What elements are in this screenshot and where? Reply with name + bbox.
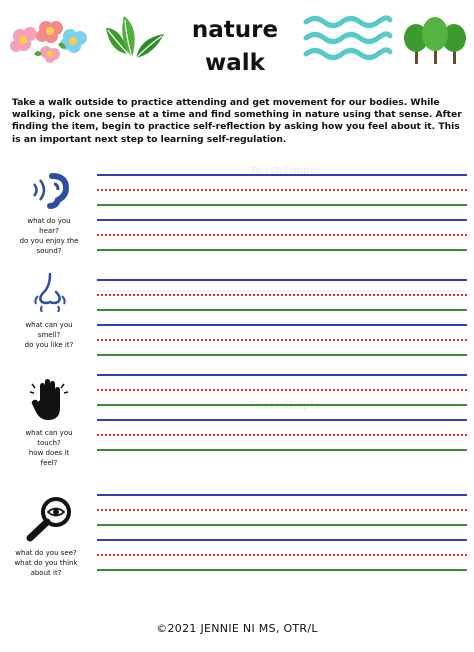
prompt-text: what do you see? (15, 549, 77, 557)
watermark: TeachSimple (250, 165, 321, 176)
writing-line-dotted[interactable] (97, 554, 467, 556)
prompt-text: what can you (25, 429, 73, 437)
writing-line-top[interactable] (97, 324, 467, 326)
writing-line-dotted[interactable] (97, 234, 467, 236)
writing-line-baseline[interactable] (97, 524, 467, 526)
writing-line-dotted[interactable] (97, 509, 467, 511)
prompt-text: sound? (36, 247, 62, 255)
flowers-icon (6, 14, 92, 64)
prompt-text: do you like it? (24, 341, 74, 349)
writing-line-top[interactable] (97, 419, 467, 421)
writing-line-dotted[interactable] (97, 389, 467, 391)
writing-line-baseline[interactable] (97, 309, 467, 311)
trees-icon (402, 14, 468, 68)
watermark: TeachSimple (250, 400, 321, 411)
prompt-text: what do you think (14, 559, 78, 567)
writing-line-dotted[interactable] (97, 434, 467, 436)
writing-line-top[interactable] (97, 494, 467, 496)
writing-line-baseline[interactable] (97, 204, 467, 206)
prompt-text: how does it (28, 449, 70, 457)
hearing-icon (30, 172, 72, 210)
water-waves-icon (302, 14, 394, 64)
prompt-text: hear? (39, 227, 59, 235)
hand-icon (28, 378, 70, 422)
intro-paragraph: Take a walk outside to practice attending and get movement for our bodies. While walking, pick one sense at a time and find something in nature using that sense. After finding the item, begin to practice self-reflection by asking how you feel about it. This is an important next step to learning self-regulation. (12, 97, 462, 145)
prompt-text: do you enjoy the (19, 237, 79, 245)
nose-icon (32, 272, 70, 312)
prompt-text: what can you (25, 321, 73, 329)
writing-line-top[interactable] (97, 279, 467, 281)
writing-line-top[interactable] (97, 374, 467, 376)
leaves-icon (98, 14, 168, 62)
prompt-text: smell? (37, 331, 61, 339)
writing-line-baseline[interactable] (97, 569, 467, 571)
prompt-text: touch? (37, 439, 61, 447)
prompt-text: about it? (30, 569, 62, 577)
writing-line-baseline[interactable] (97, 354, 467, 356)
prompt-smell (14, 320, 84, 350)
writing-line-baseline[interactable] (97, 404, 467, 406)
writing-line-top[interactable] (97, 539, 467, 541)
prompt-text: what do you (27, 217, 71, 225)
writing-line-baseline[interactable] (97, 249, 467, 251)
title-line1: nature (191, 17, 279, 43)
writing-line-top[interactable] (97, 219, 467, 221)
writing-line-dotted[interactable] (97, 189, 467, 191)
writing-line-baseline[interactable] (97, 449, 467, 451)
prompt-sight (6, 548, 86, 578)
title-line2: walk (205, 50, 265, 76)
writing-line-dotted[interactable] (97, 339, 467, 341)
writing-line-top[interactable] (97, 174, 467, 176)
magnifier-eye-icon (24, 496, 76, 542)
writing-line-dotted[interactable] (97, 294, 467, 296)
copyright-footer: ©2021 JENNIE NI MS, OTR/L (156, 622, 318, 635)
prompt-hearing (14, 216, 84, 256)
prompt-touch (14, 428, 84, 468)
prompt-text: feel? (40, 459, 58, 467)
